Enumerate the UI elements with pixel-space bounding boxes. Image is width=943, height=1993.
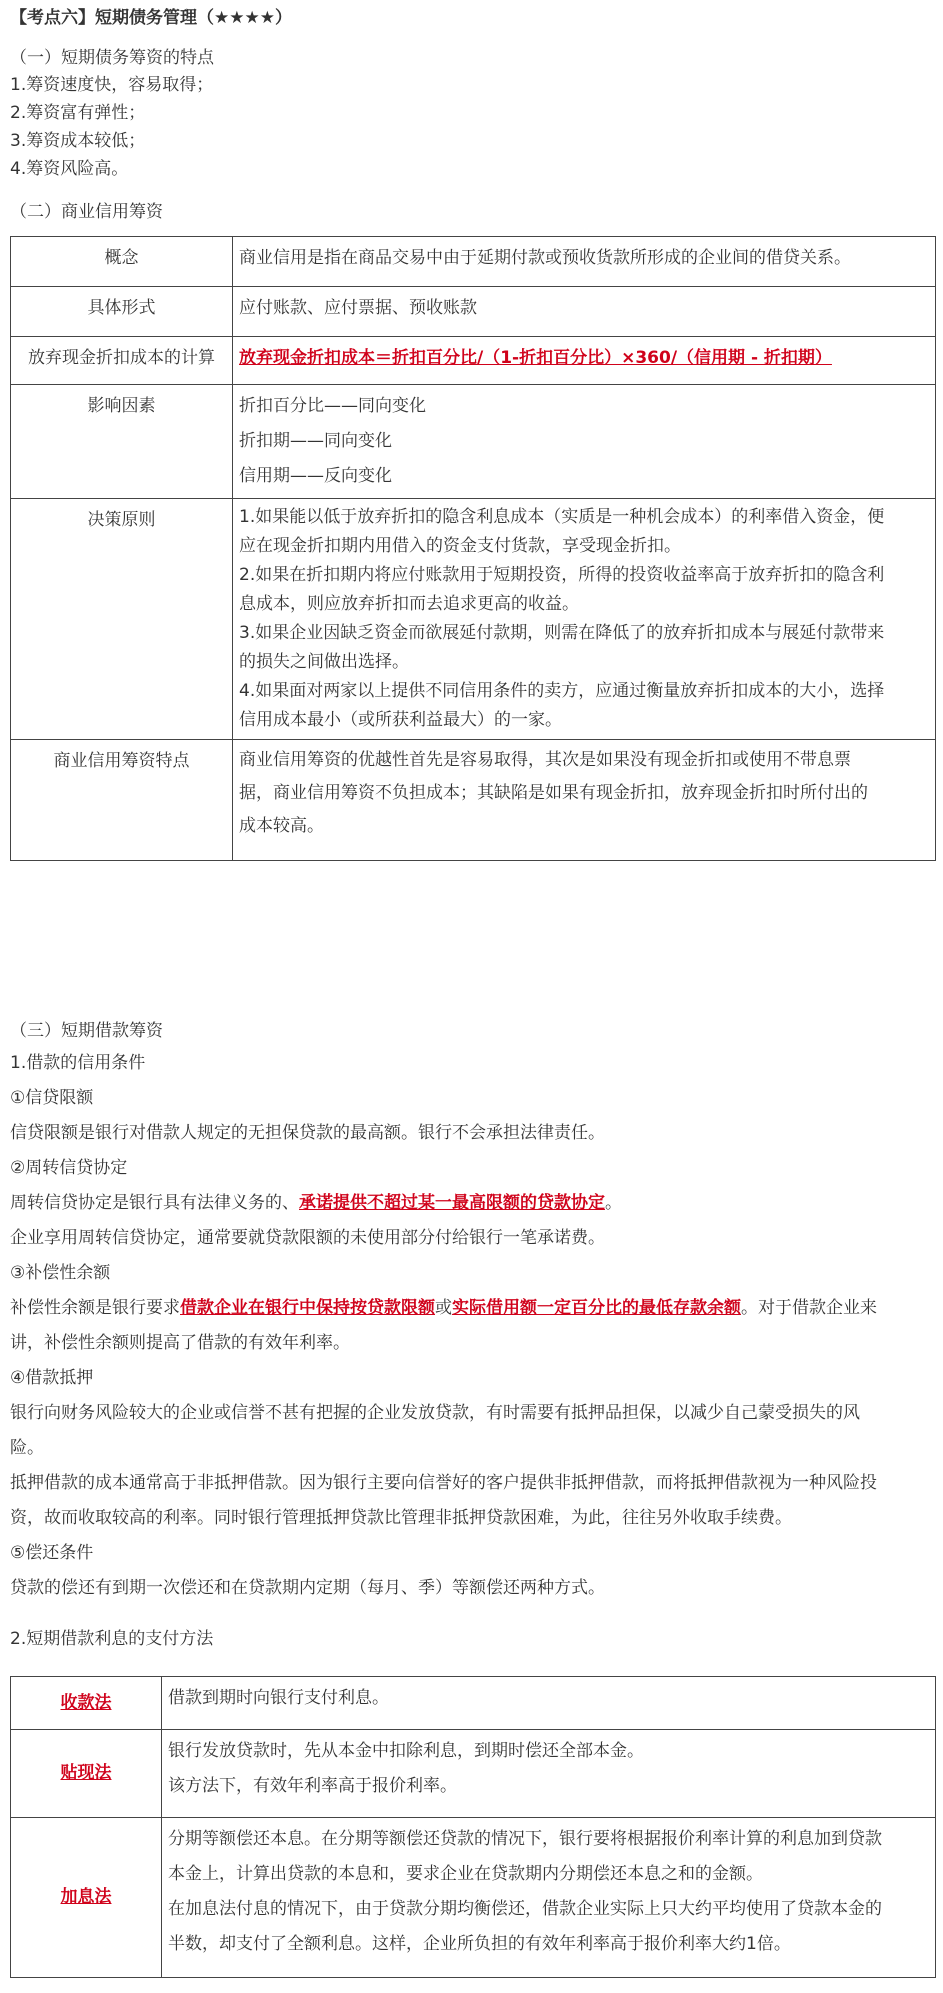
table-row [11, 740, 936, 861]
table-value: 应付账款、应付票据、预收账款 [233, 287, 936, 337]
table-value: 1.如果能以低于放弃折扣的隐含利息成本（实质是一种机会成本）的利率借入资金，便 应在现金折扣期内用借入的资金支付货款，享受现金折扣。 2.如果在折扣期内将应付账款用于短期投资，所得的投资收益率高于放弃折扣的隐含利 息成本，则应放弃折扣而去追求更高的收益。 3.如果企业因缺乏资金而欲展延付款期，则需在降低了的放弃折扣成本与展延付款带来 的损失之间做出选择。 4.如果面对两家以上提供不同信用条件的卖方，应通过衡量放弃折扣成本的大小，选择 信用成本最小（或所获利益最大）的一家。 [233, 499, 936, 740]
paragraph: 讲，补偿性余额则提高了借款的有效年利率。 [10, 1333, 350, 1353]
table-key: 放弃现金折扣成本的计算 [11, 337, 233, 385]
table-value: 借款到期时向银行支付利息。 [162, 1677, 936, 1730]
table-row [11, 1730, 936, 1818]
subheading: 2.短期借款利息的支付方法 [10, 1629, 214, 1649]
section-1-item: 1.筹资速度快，容易取得； [10, 75, 214, 95]
table-value: 折扣百分比——同向变化 折扣期——同向变化 信用期——反向变化 [233, 385, 936, 499]
paragraph: 补偿性余额是银行要求借款企业在银行中保持按贷款限额或实际借用额一定百分比的最低存款余额。对于借款企业来 [10, 1298, 877, 1318]
subheading: 1.借款的信用条件 [10, 1053, 146, 1073]
paragraph: 周转信贷协定是银行具有法律义务的、承诺提供不超过某一最高限额的贷款协定。 [10, 1193, 622, 1213]
commercial-credit-table [10, 236, 936, 861]
item-title: ③补偿性余额 [10, 1263, 111, 1283]
table-row [11, 385, 936, 499]
interest-payment-table [10, 1676, 936, 1978]
paragraph: 资，故而收取较高的利率。同时银行管理抵押贷款比管理非抵押贷款困难，为此，往往另外收取手续费。 [10, 1508, 792, 1528]
table-key: 商业信用筹资特点 [11, 740, 233, 861]
table-row [11, 237, 936, 287]
item-title: ⑤偿还条件 [10, 1543, 94, 1563]
table-value: 商业信用筹资的优越性首先是容易取得，其次是如果没有现金折扣或使用不带息票 据，商业信用筹资不负担成本；其缺陷是如果有现金折扣，放弃现金折扣时所付出的 成本较高。 [233, 740, 936, 861]
table-key: 贴现法 [11, 1730, 162, 1818]
table-row [11, 337, 936, 385]
highlight: 承诺提供不超过某一最高限额的贷款协定 [299, 1193, 605, 1213]
section-1-item: 2.筹资富有弹性； [10, 103, 146, 123]
table-value: 银行发放贷款时，先从本金中扣除利息，到期时偿还全部本金。 该方法下，有效年利率高于报价利率。 [162, 1730, 936, 1818]
table-value: 分期等额偿还本息。在分期等额偿还贷款的情况下，银行要将根据报价利率计算的利息加到贷款 本金上，计算出贷款的本息和，要求企业在贷款期内分期偿还本息之和的金额。 在加息法付息的情况下，由于贷款分期均衡偿还，借款企业实际上只大约平均使用了贷款本金的 半数，却支付了全额利息。这样，企业所负担的有效年利率高于报价利率大约1倍。 [162, 1818, 936, 1978]
table-key: 具体形式 [11, 287, 233, 337]
table-row [11, 1677, 936, 1730]
paragraph: 信贷限额是银行对借款人规定的无担保贷款的最高额。银行不会承担法律责任。 [10, 1123, 605, 1143]
table-value: 商业信用是指在商品交易中由于延期付款或预收货款所形成的企业间的借贷关系。 [233, 237, 936, 287]
section-1-heading: （一）短期债务筹资的特点 [10, 48, 214, 68]
item-title: ②周转信贷协定 [10, 1158, 128, 1178]
table-key: 决策原则 [11, 499, 233, 740]
paragraph: 银行向财务风险较大的企业或信誉不甚有把握的企业发放贷款，有时需要有抵押品担保，以减少自己蒙受损失的风 [10, 1403, 860, 1423]
item-title: ①信贷限额 [10, 1088, 94, 1108]
highlight: 借款企业在银行中保持按贷款限额 [180, 1298, 435, 1318]
paragraph: 抵押借款的成本通常高于非抵押借款。因为银行主要向信誉好的客户提供非抵押借款，而将抵押借款视为一种风险投 [10, 1473, 877, 1493]
section-1-item: 3.筹资成本较低； [10, 131, 146, 151]
paragraph: 险。 [10, 1438, 44, 1458]
table-row [11, 287, 936, 337]
table-key: 加息法 [11, 1818, 162, 1978]
table-row [11, 1818, 936, 1978]
section-2-heading: （二）商业信用筹资 [10, 202, 163, 222]
table-key: 影响因素 [11, 385, 233, 499]
discount-cost-formula: 放弃现金折扣成本＝折扣百分比/（1-折扣百分比）×360/（信用期 - 折扣期） [239, 348, 832, 368]
paragraph: 企业享用周转信贷协定，通常要就贷款限额的未使用部分付给银行一笔承诺费。 [10, 1228, 605, 1248]
table-key: 收款法 [11, 1677, 162, 1730]
table-value [233, 337, 936, 385]
table-row [11, 499, 936, 740]
page-title: 【考点六】短期债务管理（★★★★） [10, 8, 292, 28]
highlight: 实际借用额一定百分比的最低存款余额 [452, 1298, 741, 1318]
table-key: 概念 [11, 237, 233, 287]
section-1-item: 4.筹资风险高。 [10, 159, 129, 179]
paragraph: 贷款的偿还有到期一次偿还和在贷款期内定期（每月、季）等额偿还两种方式。 [10, 1578, 605, 1598]
section-3-heading: （三）短期借款筹资 [10, 1021, 163, 1041]
item-title: ④借款抵押 [10, 1368, 94, 1388]
